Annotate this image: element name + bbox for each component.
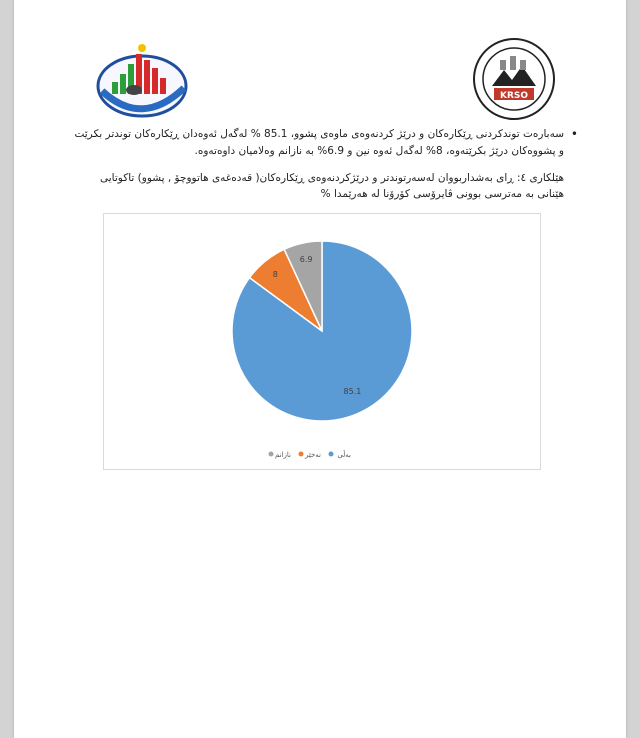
data-label-yes: 85.1: [343, 387, 362, 397]
figure-caption: هێلکاری ٤: ڕای بەشداربووان لەسەرتوندتر و درێژکردنەوەی ڕێکارەکان( قەدەغەی هاتووچۆ , پشوو) تاکوتایی هێنانی بە مەترسی بوونی ڤایرۆسی کۆرۆنا لە هەرێمدا %: [99, 172, 564, 200]
bullet-text: سەبارەت توندکردنی ڕێکارەکان و درێژ کردنەوەی ماوەی پشوو، 85.1 % لەگەل ئەوەدان ڕێکارەکان توندتر بکرێت و پشووەکان درێژ بکرێتەوە، 8% لەگەل ئەوە نین و 6.9% بە نازانم وەلامیان داوەتەوە.: [74, 128, 564, 157]
krso-logo-text: KRSO: [499, 91, 529, 101]
krso-logo: [466, 36, 562, 122]
bullet-dot: •: [570, 127, 578, 141]
legend-label-yes: بەڵی: [337, 451, 351, 459]
data-label-no: 8: [272, 269, 278, 279]
data-label-dont-know: 6.9: [299, 254, 313, 264]
legend-marker-dont-know: [269, 452, 274, 457]
left-logo: [90, 36, 194, 122]
bullet-paragraph: [74, 126, 578, 160]
pie-chart-frame: [103, 213, 541, 470]
pie-chart: [104, 214, 540, 469]
legend-marker-no: [299, 452, 304, 457]
legend-label-no: نەخێر: [304, 451, 321, 459]
legend-label-dont-know: نازانم: [274, 451, 291, 459]
legend-marker-yes: [329, 452, 334, 457]
